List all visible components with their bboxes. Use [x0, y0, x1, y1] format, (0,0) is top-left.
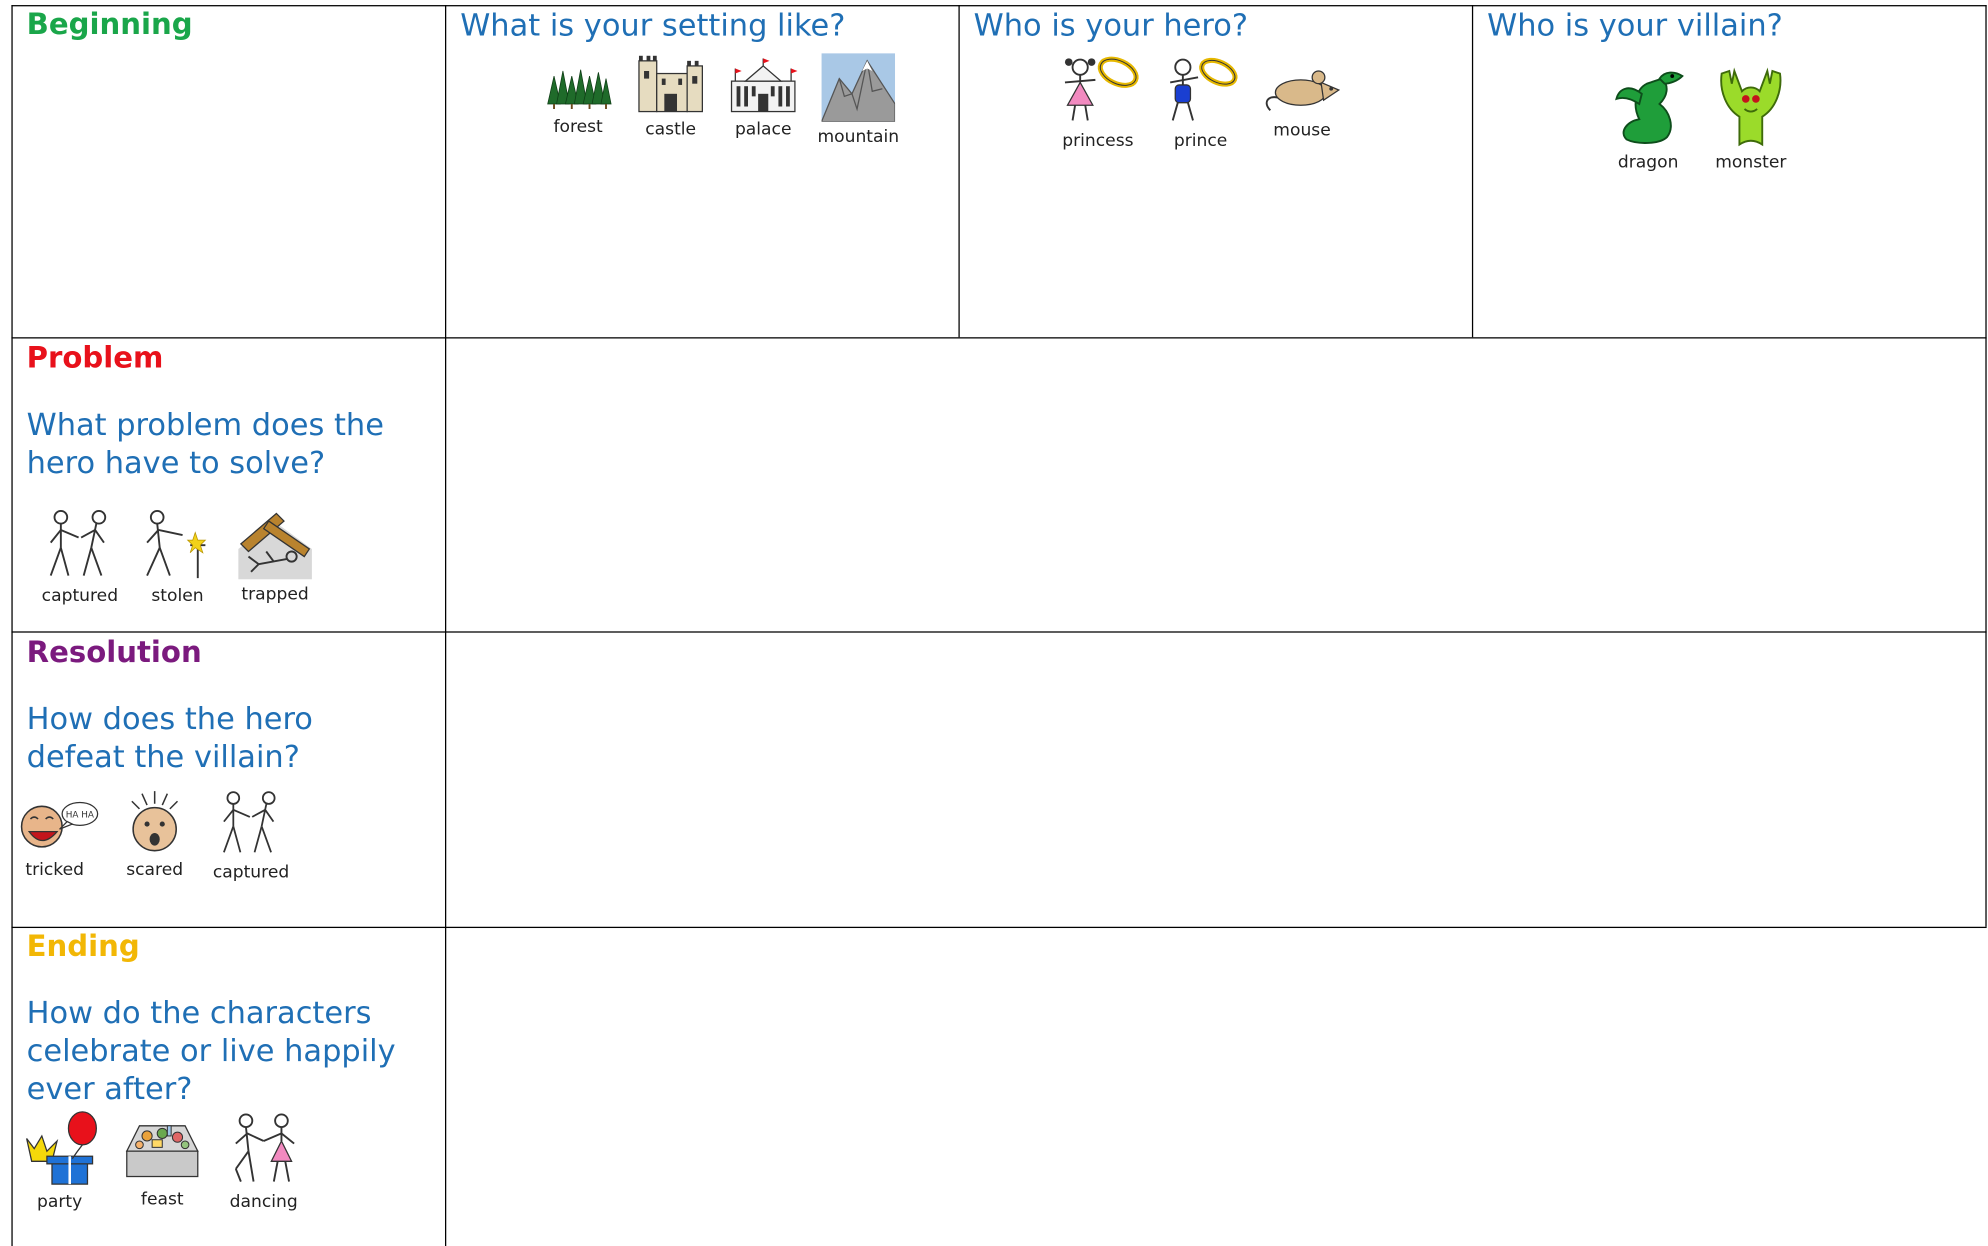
resolution-heading: Resolution [26, 636, 202, 670]
symbol-captured [30, 507, 129, 606]
stolen-icon [139, 507, 215, 581]
tricked-icon [19, 794, 100, 855]
svg-text:HA HA: HA HA [65, 810, 95, 821]
villain-question: Who is your villain? [1487, 7, 1783, 44]
scared-icon [124, 789, 185, 855]
symbol-label: prince [1173, 130, 1228, 151]
captured-icon [214, 789, 288, 857]
grid-line [445, 5, 446, 1246]
ending-question-line-3: ever after? [26, 1071, 193, 1107]
symbol-tricked [18, 794, 102, 880]
monster-icon [1712, 66, 1791, 147]
symbol-label: trapped [241, 584, 309, 605]
symbol-label: captured [41, 585, 119, 607]
grid-line [1985, 5, 1986, 927]
beginning-heading: Beginning [26, 8, 193, 42]
symbol-label: mouse [1273, 120, 1331, 141]
grid-line [958, 5, 959, 337]
symbol-princess [1052, 55, 1143, 151]
symbol-palace [723, 58, 804, 139]
symbol-label: stolen [151, 585, 204, 607]
mountain-icon [822, 53, 896, 121]
ending-question-line-2: celebrate or live happily [26, 1033, 396, 1069]
symbol-castle [630, 51, 711, 140]
problem-question-line-1: What problem does the [26, 406, 384, 443]
symbol-label: mountain [817, 126, 900, 148]
princess-icon [1055, 55, 1141, 126]
grid-line [11, 927, 1986, 928]
hero-question: Who is your hero? [973, 7, 1249, 44]
grid-line [11, 631, 1986, 632]
prince-icon [1160, 55, 1241, 126]
palace-icon [728, 58, 799, 114]
party-icon [22, 1111, 98, 1187]
ending-question-line-1: How do the characters [26, 995, 372, 1031]
symbol-mouse [1256, 62, 1347, 141]
forest-icon [543, 61, 614, 112]
symbol-label: dragon [1617, 152, 1679, 173]
symbol-label: party [36, 1191, 83, 1213]
symbol-label: tricked [25, 859, 84, 880]
symbol-stolen [137, 507, 218, 606]
symbol-dancing [221, 1111, 307, 1212]
mouse-icon [1260, 62, 1344, 115]
resolution-question-line-2: defeat the villain? [26, 739, 300, 775]
problem-question-line-2: hero have to solve? [26, 444, 326, 481]
grid-line [11, 337, 1986, 338]
symbol-dragon [1602, 66, 1693, 172]
symbol-feast [119, 1113, 205, 1209]
symbol-label: princess [1062, 130, 1134, 151]
symbol-label: palace [734, 119, 792, 140]
symbol-label: feast [140, 1189, 184, 1210]
grid-line [11, 5, 12, 1246]
castle-icon [634, 51, 708, 114]
symbol-label: dancing [229, 1191, 298, 1213]
setting-question: What is your setting like? [460, 7, 846, 44]
symbol-prince [1155, 55, 1246, 151]
symbol-trapped [232, 511, 318, 605]
symbol-label: monster [1715, 152, 1787, 173]
symbol-mountain [815, 53, 901, 147]
dancing-icon [226, 1111, 302, 1187]
symbol-label: forest [553, 116, 603, 137]
grid-line [1472, 5, 1473, 337]
symbol-party [20, 1111, 99, 1212]
symbol-label: scared [126, 859, 184, 880]
dragon-icon [1609, 66, 1688, 147]
resolution-question-line-1: How does the hero [26, 701, 313, 737]
problem-heading: Problem [26, 342, 164, 376]
captured-icon [43, 507, 117, 581]
symbol-forest [538, 61, 619, 137]
symbol-monster [1705, 66, 1796, 172]
trapped-icon [236, 511, 315, 579]
symbol-captured-2 [205, 789, 296, 883]
ending-heading: Ending [26, 930, 140, 964]
feast-icon [122, 1113, 203, 1184]
symbol-scared [117, 789, 193, 880]
symbol-label: captured [212, 862, 290, 883]
symbol-label: castle [645, 119, 697, 140]
